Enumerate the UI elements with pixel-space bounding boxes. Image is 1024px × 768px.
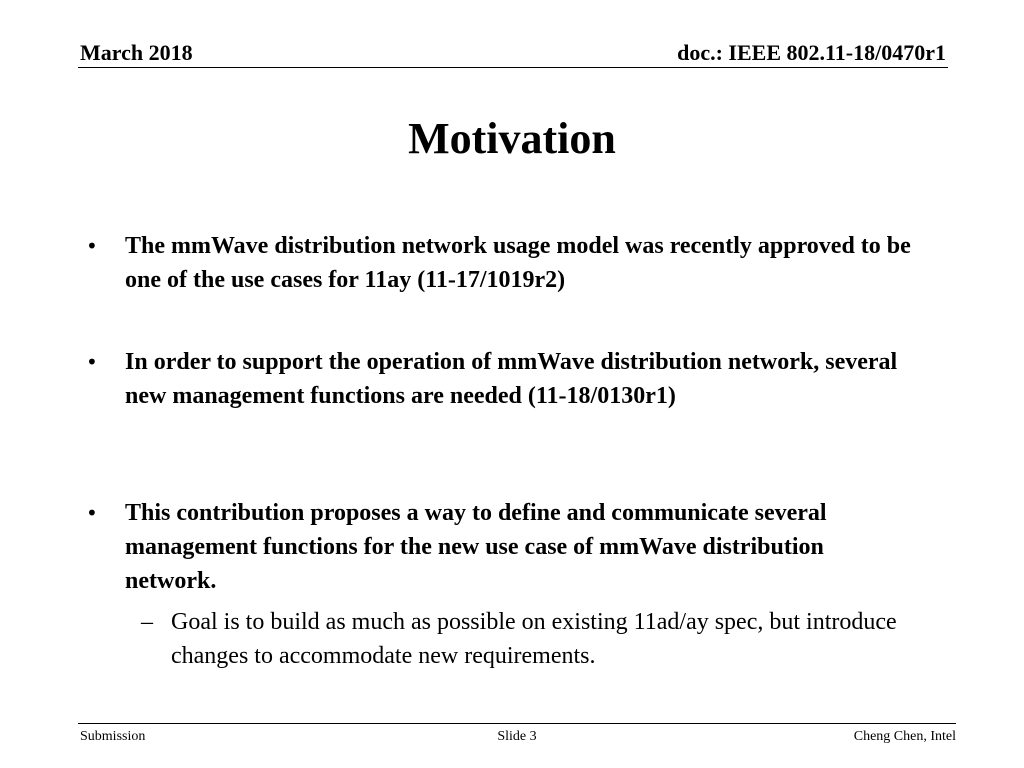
bullet-item-1: [86, 229, 915, 297]
header-divider: [78, 67, 948, 68]
dash-mark: –: [141, 609, 153, 635]
bullet-text: In order to support the operation of mmWave distribution network, several new management functions are needed (11-18/0130r1): [125, 349, 898, 409]
sub-bullet-item: [141, 605, 931, 673]
bullet-text: This contribution proposes a way to define and communicate several management functions for the new use case of mmWave distribution network.: [125, 500, 827, 594]
bullet-mark: •: [86, 234, 98, 258]
bullet-item-2: [86, 345, 915, 413]
footer-slide-number: Slide 3: [497, 729, 537, 744]
bullet-text: The mmWave distribution network usage model was recently approved to be one of the use cases for 11ay (11-17/1019r2): [125, 233, 911, 293]
header-date: March 2018: [80, 40, 193, 65]
footer-submission: Submission: [80, 729, 146, 744]
footer-divider: [78, 723, 956, 724]
bullet-mark: •: [86, 501, 98, 525]
bullet-mark: •: [86, 350, 98, 374]
slide-title: Motivation: [408, 114, 616, 163]
sub-bullet-text: Goal is to build as much as possible on existing 11ad/ay spec, but introduce changes to accommodate new requirements.: [171, 609, 897, 669]
header-doc-id: doc.: IEEE 802.11-18/0470r1: [677, 40, 946, 65]
bullet-item-3: [86, 496, 915, 598]
footer-author: Cheng Chen, Intel: [853, 729, 956, 744]
